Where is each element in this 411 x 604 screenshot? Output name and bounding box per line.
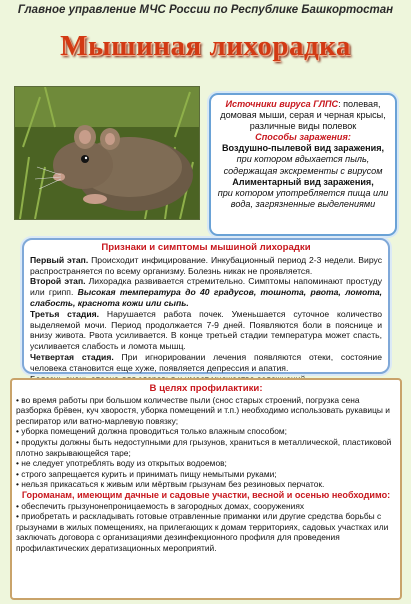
stage-3-text: Нарушается работа почек. Уменьшается суточное количество выделяемой мочи. Период продолжается 7-9 дней. Появляются боли в пояснице и внизу живота. Рвота усиливается. В конце третьей стадии температура может спасть, усиливается слабость и ломота мышц. [30, 308, 382, 352]
airborne-infection-desc: при котором вдыхается пыль, содержащая экскременты с вирусом [223, 154, 383, 176]
airborne-infection-title: Воздушно-пылевой вид заражения, [221, 143, 385, 154]
stage-4-label: Четвертая стадия. [30, 351, 114, 362]
prevention-item: • продукты должны быть недоступными для грызунов, храниться в металлической, пластиковой плотно закрывающейся таре; [16, 436, 392, 458]
stage-4-text: При игнорировании лечения появляются отеки, состояние человека становится еще хуже, появляется депрессия и апатия. [30, 351, 382, 373]
stage-2-highlight: Высокая температура до 40 градусов, тошнота, рвота, ломота, слабость, краснота кожи или сыпь. [30, 287, 383, 308]
prevention-item: • уборка помещений должна проводиться только влажным способом; [16, 426, 288, 437]
stage-1-label: Первый этап. [30, 254, 89, 265]
alimentary-infection-title: Алиментарный вид заражения, [232, 176, 374, 187]
prevention-item: • нельзя прикасаться к живым или мёртвым грызунам без резиновых перчаток. [16, 479, 325, 490]
page-title: Мышиная лихорадка [60, 30, 351, 62]
symptoms-title: Признаки и симптомы мышиной лихорадки [101, 242, 311, 253]
prevention-item: • во время работы при большом количестве пыли (снос старых строений, погрузка сена разборка брёвен, куч хворостя, уборка помещений и т.п.) необходимо использовать рукавицы и респиратор или ватно-марлевую повязку; [16, 394, 390, 426]
sources-label: Источники вируса ГЛПС [225, 99, 339, 109]
sources-text: : полевая, домовая мыши, серая и черная крысы, различные виды полевок [220, 99, 386, 132]
rat-photo [14, 86, 200, 220]
gardeners-subtitle: Гороманам, имеющим дачные и садовые участки, весной и осенью необходимо: [21, 489, 391, 500]
prevention-item: • не следует употреблять воду из открытых водоемов; [16, 458, 227, 469]
organization-header: Главное управление МЧС России по Республике Башкортостан [17, 4, 394, 16]
alimentary-infection-desc: при котором употребляется пища или вода, загрязненные выделениями [217, 187, 389, 209]
virus-sources-box [209, 93, 397, 236]
stage-2-label: Второй этап. [30, 276, 86, 287]
stage-3-label: Третья стадия. [30, 308, 100, 319]
prevention-box [10, 378, 402, 600]
infection-ways-title: Способы заражения: [255, 132, 351, 143]
prevention-title: В целях профилактики: [149, 383, 263, 394]
rat-illustration [15, 87, 199, 219]
gardeners-item: • обеспечить грызунонепроницаемость в загородных домах, сооружениях [16, 500, 305, 511]
gardeners-item: • приобретать и раскладывать готовые отравленные приманки или другие средства борьбы с грызунами в жилых помещениях, на прилегающих к домам территориях, садовых участках или заключать договора с организациями дезинфекционного профиля для проведения профилактических дератизационных мероприятий. [16, 511, 389, 553]
symptoms-box [22, 238, 390, 374]
stage-2-text: Лихорадка развивается стремительно. Симптомы напоминают простуду или грипп. [30, 276, 383, 298]
prevention-item: • строго запрещается курить и принимать пищу немытыми руками; [16, 468, 277, 479]
stage-1-text: Происходит инфицирование. Инкубационный период 2-3 недели. Вирус распространяется по всему организму. Болезнь никак не проявляется. [30, 254, 382, 276]
